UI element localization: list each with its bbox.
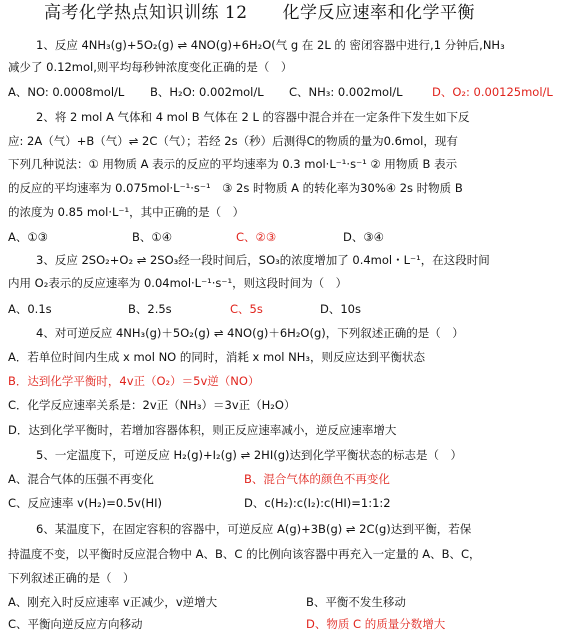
q2-option-a: A、①③ [8,230,48,244]
q3-stem-line2: 内用 O₂表示的反应速率为 0.04mol·L⁻¹·s⁻¹，则这段时间为（ ） [8,276,348,290]
q6-option-a: A、刚充入时反应速率 v正减少，v逆增大 [8,595,218,609]
q2-option-b: B、①④ [132,230,173,244]
q2-stem-line4: 的反应的平均速率为 0.075mol·L⁻¹·s⁻¹ ③ 2s 时物质 A 的转化率为30%④ 2s 时物质 B [8,181,463,195]
q2-stem-line2: 应: 2A（气）+B（气）⇌ 2C（气）；若经 2s（秒）后测得C的物质的量为0.6mol，现有 [8,134,458,148]
q6-stem-line1: 6、某温度下，在固定容积的容器中，可逆反应 A(g)+3B(g) ⇌ 2C(g)达到平衡，若保 [36,522,472,536]
q3-option-a: A、0.1s [8,302,52,316]
q3-stem-line1: 3、反应 2SO₂+O₂ ⇌ 2SO₃经一段时间后，SO₃的浓度增加了 0.4mol・L⁻¹，在这段时间 [36,253,490,267]
q1-option-c: C、NH₃: 0.002mol/L [289,85,403,99]
q2-stem-line1: 2、将 2 mol A 气体和 4 mol B 气体在 2 L 的容器中混合并在一定条件下发生如下反 [36,110,470,124]
q5-option-c: C、反应速率 v(H₂)=0.5v(HI) [8,496,162,510]
q2-stem-line5: 的浓度为 0.85 mol·L⁻¹，其中正确的是（ ） [8,205,245,219]
q5-option-a: A、混合气体的压强不再变化 [8,472,154,486]
q3-option-d: D、10s [320,302,361,316]
q4-option-b-answer: B．达到化学平衡时，4v正（O₂）＝5v逆（NO） [8,374,260,388]
q2-stem-line3: 下列几种说法：① 用物质 A 表示的反应的平均速率为 0.3 mol·L⁻¹·s⁻¹ ② 用物质 B 表示 [8,157,458,171]
q5-option-d: D、c(H₂):c(I₂):c(HI)=1:1:2 [244,496,391,510]
q4-stem-line1: 4、对可逆反应 4NH₃(g)＋5O₂(g) ⇌ 4NO(g)＋6H₂O(g)，下列叙述正确的是（ ） [36,326,464,340]
q1-option-b: B、H₂O: 0.002mol/L [150,85,264,99]
q5-stem-line1: 5、一定温度下，可逆反应 H₂(g)+I₂(g) ⇌ 2HI(g)达到化学平衡状态的标志是（ ） [36,448,462,462]
q5-option-b-answer: B、混合气体的颜色不再变化 [244,472,390,486]
q1-stem-line1: 1、反应 4NH₃(g)+5O₂(g) ⇌ 4NO(g)+6H₂O(气 g 在 2L 的 密闭容器中进行,1 分钟后,NH₃ [36,38,505,52]
q6-stem-line3: 下列叙述正确的是（ ） [8,571,135,585]
q6-option-c: C、平衡向逆反应方向移动 [8,617,143,631]
q6-option-d-answer: D、物质 C 的质量分数增大 [306,617,446,631]
q1-stem-line2: 减少了 0.12mol,则平均每秒钟浓度变化正确的是（ ） [8,60,293,74]
page-title: 高考化学热点知识训练 12 化学反应速率和化学平衡 [44,3,476,23]
q2-option-c-answer: C、②③ [236,230,277,244]
q4-option-c: C．化学反应速率关系是：2v正（NH₃）＝3v正（H₂O） [8,398,296,412]
q2-option-d: D、③④ [343,230,384,244]
q1-option-d-answer: D、O₂: 0.00125mol/L [432,85,553,99]
q3-option-b: B、2.5s [128,302,172,316]
q4-option-a: A．若单位时间内生成 x mol NO 的同时，消耗 x mol NH₃，则反应达到平衡状态 [8,350,425,364]
q6-stem-line2: 持温度不变，以平衡时反应混合物中 A、B、C 的比例向该容器中再充入一定量的 A、B、C， [8,547,481,561]
q4-option-d: D．达到化学平衡时，若增加容器体积，则正反应速率减小，逆反应速率增大 [8,423,397,437]
q6-option-b: B、平衡不发生移动 [306,595,406,609]
q1-option-a: A、NO: 0.0008mol/L [8,85,125,99]
q3-option-c-answer: C、5s [230,302,263,316]
